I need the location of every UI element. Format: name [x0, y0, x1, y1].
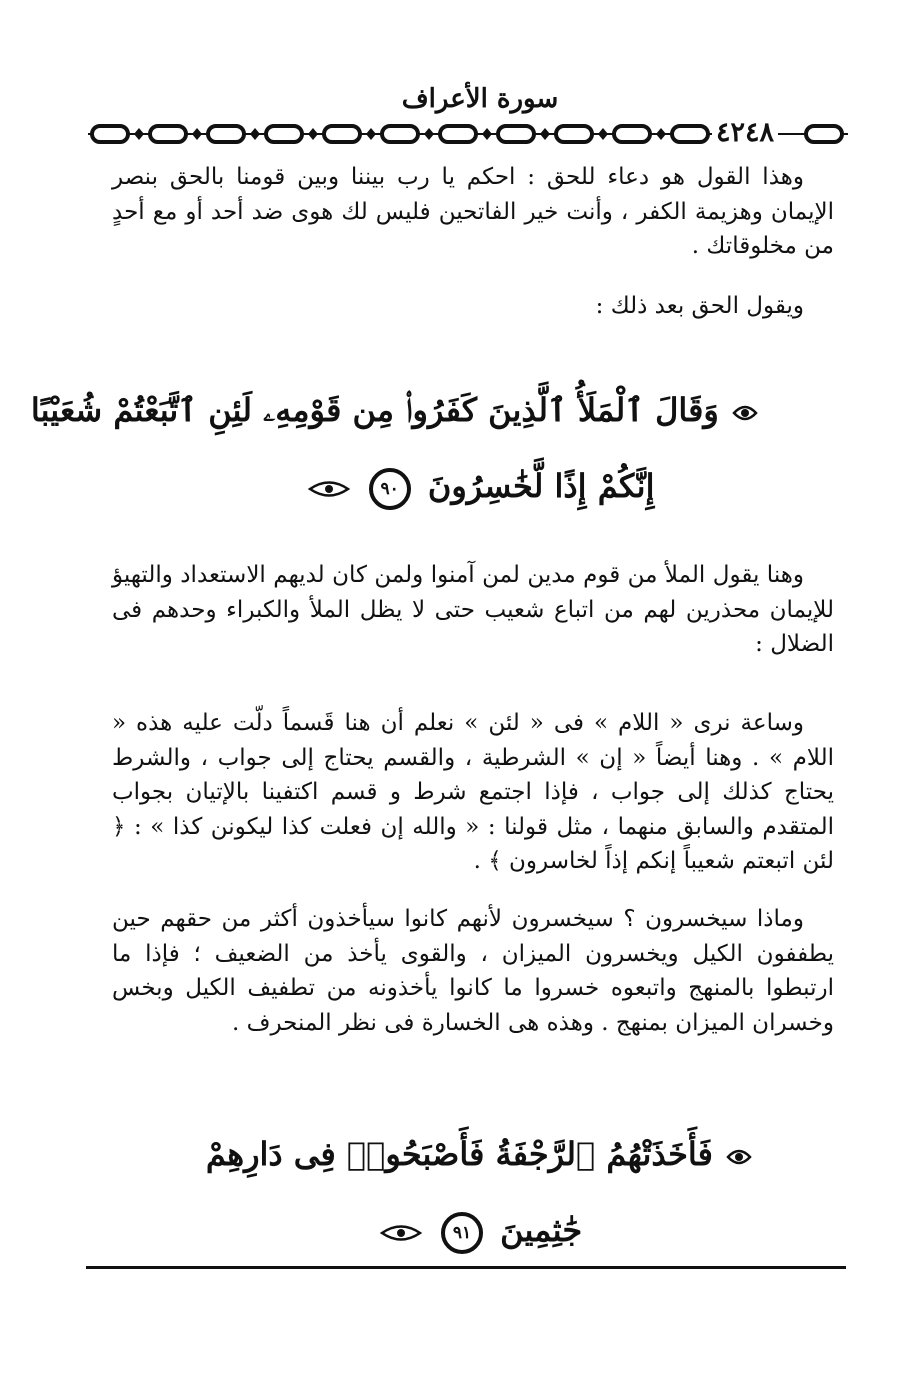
- verse-90-line-1-text: وَقَالَ ٱلْمَلَأُ ٱلَّذِينَ كَفَرُوا۟ مِن قَوْمِهِۦ لَئِنِ ٱتَّبَعْتُمْ شُعَيْبًا: [30, 391, 719, 429]
- verse-ornament-close-icon: [306, 474, 352, 504]
- page-number: ٤٢٤٨: [712, 118, 778, 148]
- paragraph-1: وهذا القول هو دعاء للحق : احكم يا رب بيننا وبين قومنا بالحق بنصر الإيمان وهزيمة الكفر ، وأنت خير الفاتحين فليس لك هوى ضد أحد أو مع أحدٍ من مخلوقاتك .: [112, 164, 834, 259]
- verse-91-line-2-text: جَٰثِمِينَ: [500, 1211, 583, 1249]
- paragraph-2: ويقول الحق بعد ذلك :: [595, 293, 804, 319]
- verse-ornament-open-icon: [724, 1142, 754, 1172]
- paragraph-3: وهنا يقول الملأ من قوم مدين لمن آمنوا ولمن كان لديهم الاستعداد والتهيؤ للإيمان محذرين لهم من اتباع شعيب حتى لا يظل الملأ والكبراء وحدهم فى الضلال :: [112, 562, 834, 657]
- quran-verse-90: [30, 372, 760, 524]
- bottom-divider: [86, 1266, 846, 1269]
- verse-91-line-1: [200, 1116, 760, 1192]
- surah-title: سورة الأعراف: [401, 84, 559, 114]
- verse-91-line-1-text: فَأَخَذَتْهُمُ ٱلرَّجْفَةُ فَأَصْبَحُوا۟ فِى دَارِهِمْ: [205, 1135, 713, 1173]
- paragraph-4: وساعة نرى « اللام » فى « لئن » نعلم أن هنا قَسماً دلّت عليه هذه « اللام » . وهنا أيضاً « إن » الشرطية ، والقسم يحتاج إلى جواب ، والشرط يحتاج كذلك إلى جواب ، فإذا اجتمع شرط و قسم اكتفينا بالإتيان بجواب المتقدم والسابق منهما ، مثل قولنا : « والله إن فعلت كذا ليكونن كذا » : ﴿ لئن اتبعتم شعيباً إنكم إذاً لخاسرون ﴾ .: [112, 710, 834, 874]
- verse-91-line-2: [200, 1192, 760, 1268]
- verse-90-line-2: [200, 448, 760, 524]
- verse-90-line-2-text: إِنَّكُمْ إِذًا لَّخَٰسِرُونَ: [427, 467, 655, 505]
- quran-verse-91: [200, 1116, 760, 1268]
- verse-ornament-open-icon: [730, 398, 760, 428]
- ayah-number-badge: ٩١: [441, 1212, 483, 1254]
- ayah-number-badge: ٩٠: [369, 468, 411, 510]
- verse-ornament-close-icon: [378, 1218, 424, 1248]
- verse-90-line-1: [30, 372, 760, 448]
- paragraph-5: وماذا سيخسرون ؟ سيخسرون لأنهم كانوا سيأخذون أكثر من حقهم حين يطففون الكيل ويخسرون الميزان ، والقوى يأخذ من الضعيف ؛ فإذا ما ارتبطوا بالمنهج واتبعوه خسروا ما كانوا يأخذونه من تطفيف الكيل وبخس وخسران الميزان بمنهج . وهذه هى الخسارة فى نظر المنحرف .: [112, 906, 834, 1036]
